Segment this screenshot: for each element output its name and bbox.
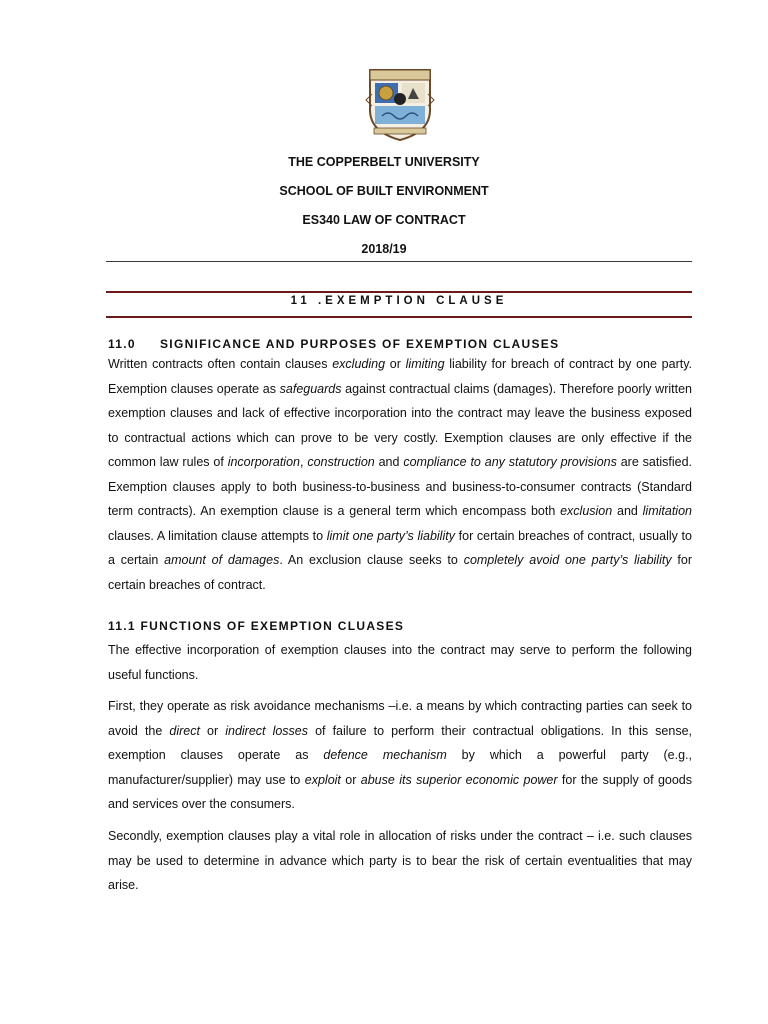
course-title: ES340 LAW OF CONTRACT <box>302 213 466 227</box>
second-function-paragraph <box>108 824 692 898</box>
emphasis-text: limit one party’s liability <box>326 528 455 543</box>
body-text: . An exclusion clause seeks to <box>279 553 464 567</box>
body-text: liability for breach of contract by one party. Exemption clauses operate as <box>108 357 692 396</box>
emphasis-text: indirect losses <box>225 723 309 738</box>
body-text: , <box>299 455 308 469</box>
emphasis-text: excluding <box>332 357 386 371</box>
section-11-0-heading <box>108 337 692 351</box>
body-text: The effective incorporation of exemption clauses into the contract may serve to perform the following useful functions. <box>108 643 692 682</box>
emphasis-text: incorporation <box>227 455 300 469</box>
banner-top-rule <box>106 291 692 293</box>
body-text: by which a powerful party (e.g., manufacturer/supplier) may use to <box>108 748 692 787</box>
section-11-0-paragraph <box>108 352 692 597</box>
body-text: Written contracts often contain clauses <box>108 357 333 371</box>
body-text: for certain breaches of contract. <box>108 553 693 592</box>
body-text: or <box>340 772 361 787</box>
body-text: for the supply of goods and services over the consumers. <box>108 772 693 811</box>
banner-bottom-rule <box>106 316 692 318</box>
emphasis-text: exclusion <box>560 504 613 518</box>
emphasis-text: limiting <box>405 357 445 371</box>
emphasis-text: construction <box>307 455 375 469</box>
university-crest-icon <box>364 66 436 142</box>
body-text: against contractual claims (damages). Therefore poorly written exemption clauses and lack of effective incorporation into the contract may leave the business exposed to contractual actions which can prove to be very costly. Exemption clauses are only effective if the common law rules of <box>108 381 692 469</box>
body-text: or <box>385 357 406 371</box>
section-11-1-heading: 11.1 FUNCTIONS OF EXEMPTION CLUASES <box>108 619 405 633</box>
header-divider <box>106 261 692 262</box>
emphasis-text: safeguards <box>279 381 342 396</box>
school-name: SCHOOL OF BUILT ENVIRONMENT <box>279 184 489 198</box>
first-function-paragraph <box>108 694 692 817</box>
academic-year: 2018/19 <box>361 242 407 256</box>
body-text: of failure to perform their contractual obligations. In this sense, exemption clauses operate as <box>108 723 692 762</box>
emphasis-text: limitation <box>642 504 692 518</box>
section-number: 11.0 <box>108 337 136 351</box>
emphasis-text: amount of damages <box>164 553 280 567</box>
body-text: for certain breaches of contract, usually to a certain <box>108 528 692 567</box>
section-title: SIGNIFICANCE AND PURPOSES OF EXEMPTION CLAUSES <box>160 337 560 351</box>
functions-intro-paragraph <box>108 638 692 687</box>
body-text: Secondly, exemption clauses play a vital role in allocation of risks under the contract – i.e. such clauses may be used to determine in advance which party is to bear the risk of certain eventualities that may arise. <box>108 829 692 892</box>
emphasis-text: completely avoid one party’s liability <box>463 553 672 567</box>
body-text: clauses. A limitation clause attempts to <box>108 528 327 543</box>
emphasis-text: abuse its superior economic power <box>360 772 558 787</box>
emphasis-text: defence mechanism <box>323 748 447 762</box>
chapter-banner: 11 .EXEMPTION CLAUSE <box>290 295 508 307</box>
body-text: or <box>199 723 226 738</box>
body-text: First, they operate as risk avoidance mechanisms –i.e. a means by which contracting parties can seek to avoid the <box>108 699 692 738</box>
emphasis-text: compliance to any statutory provisions <box>403 455 617 469</box>
emphasis-text: direct <box>169 723 200 738</box>
emphasis-text: exploit <box>304 772 341 787</box>
body-text: are satisfied. Exemption clauses apply to both business-to-business and business-to-consumer contracts (Standard term contracts). An exemption clause is a general term which encompass both <box>108 455 692 518</box>
university-name: THE COPPERBELT UNIVERSITY <box>288 155 480 169</box>
body-text: and <box>612 504 643 518</box>
body-text: and <box>374 455 404 469</box>
